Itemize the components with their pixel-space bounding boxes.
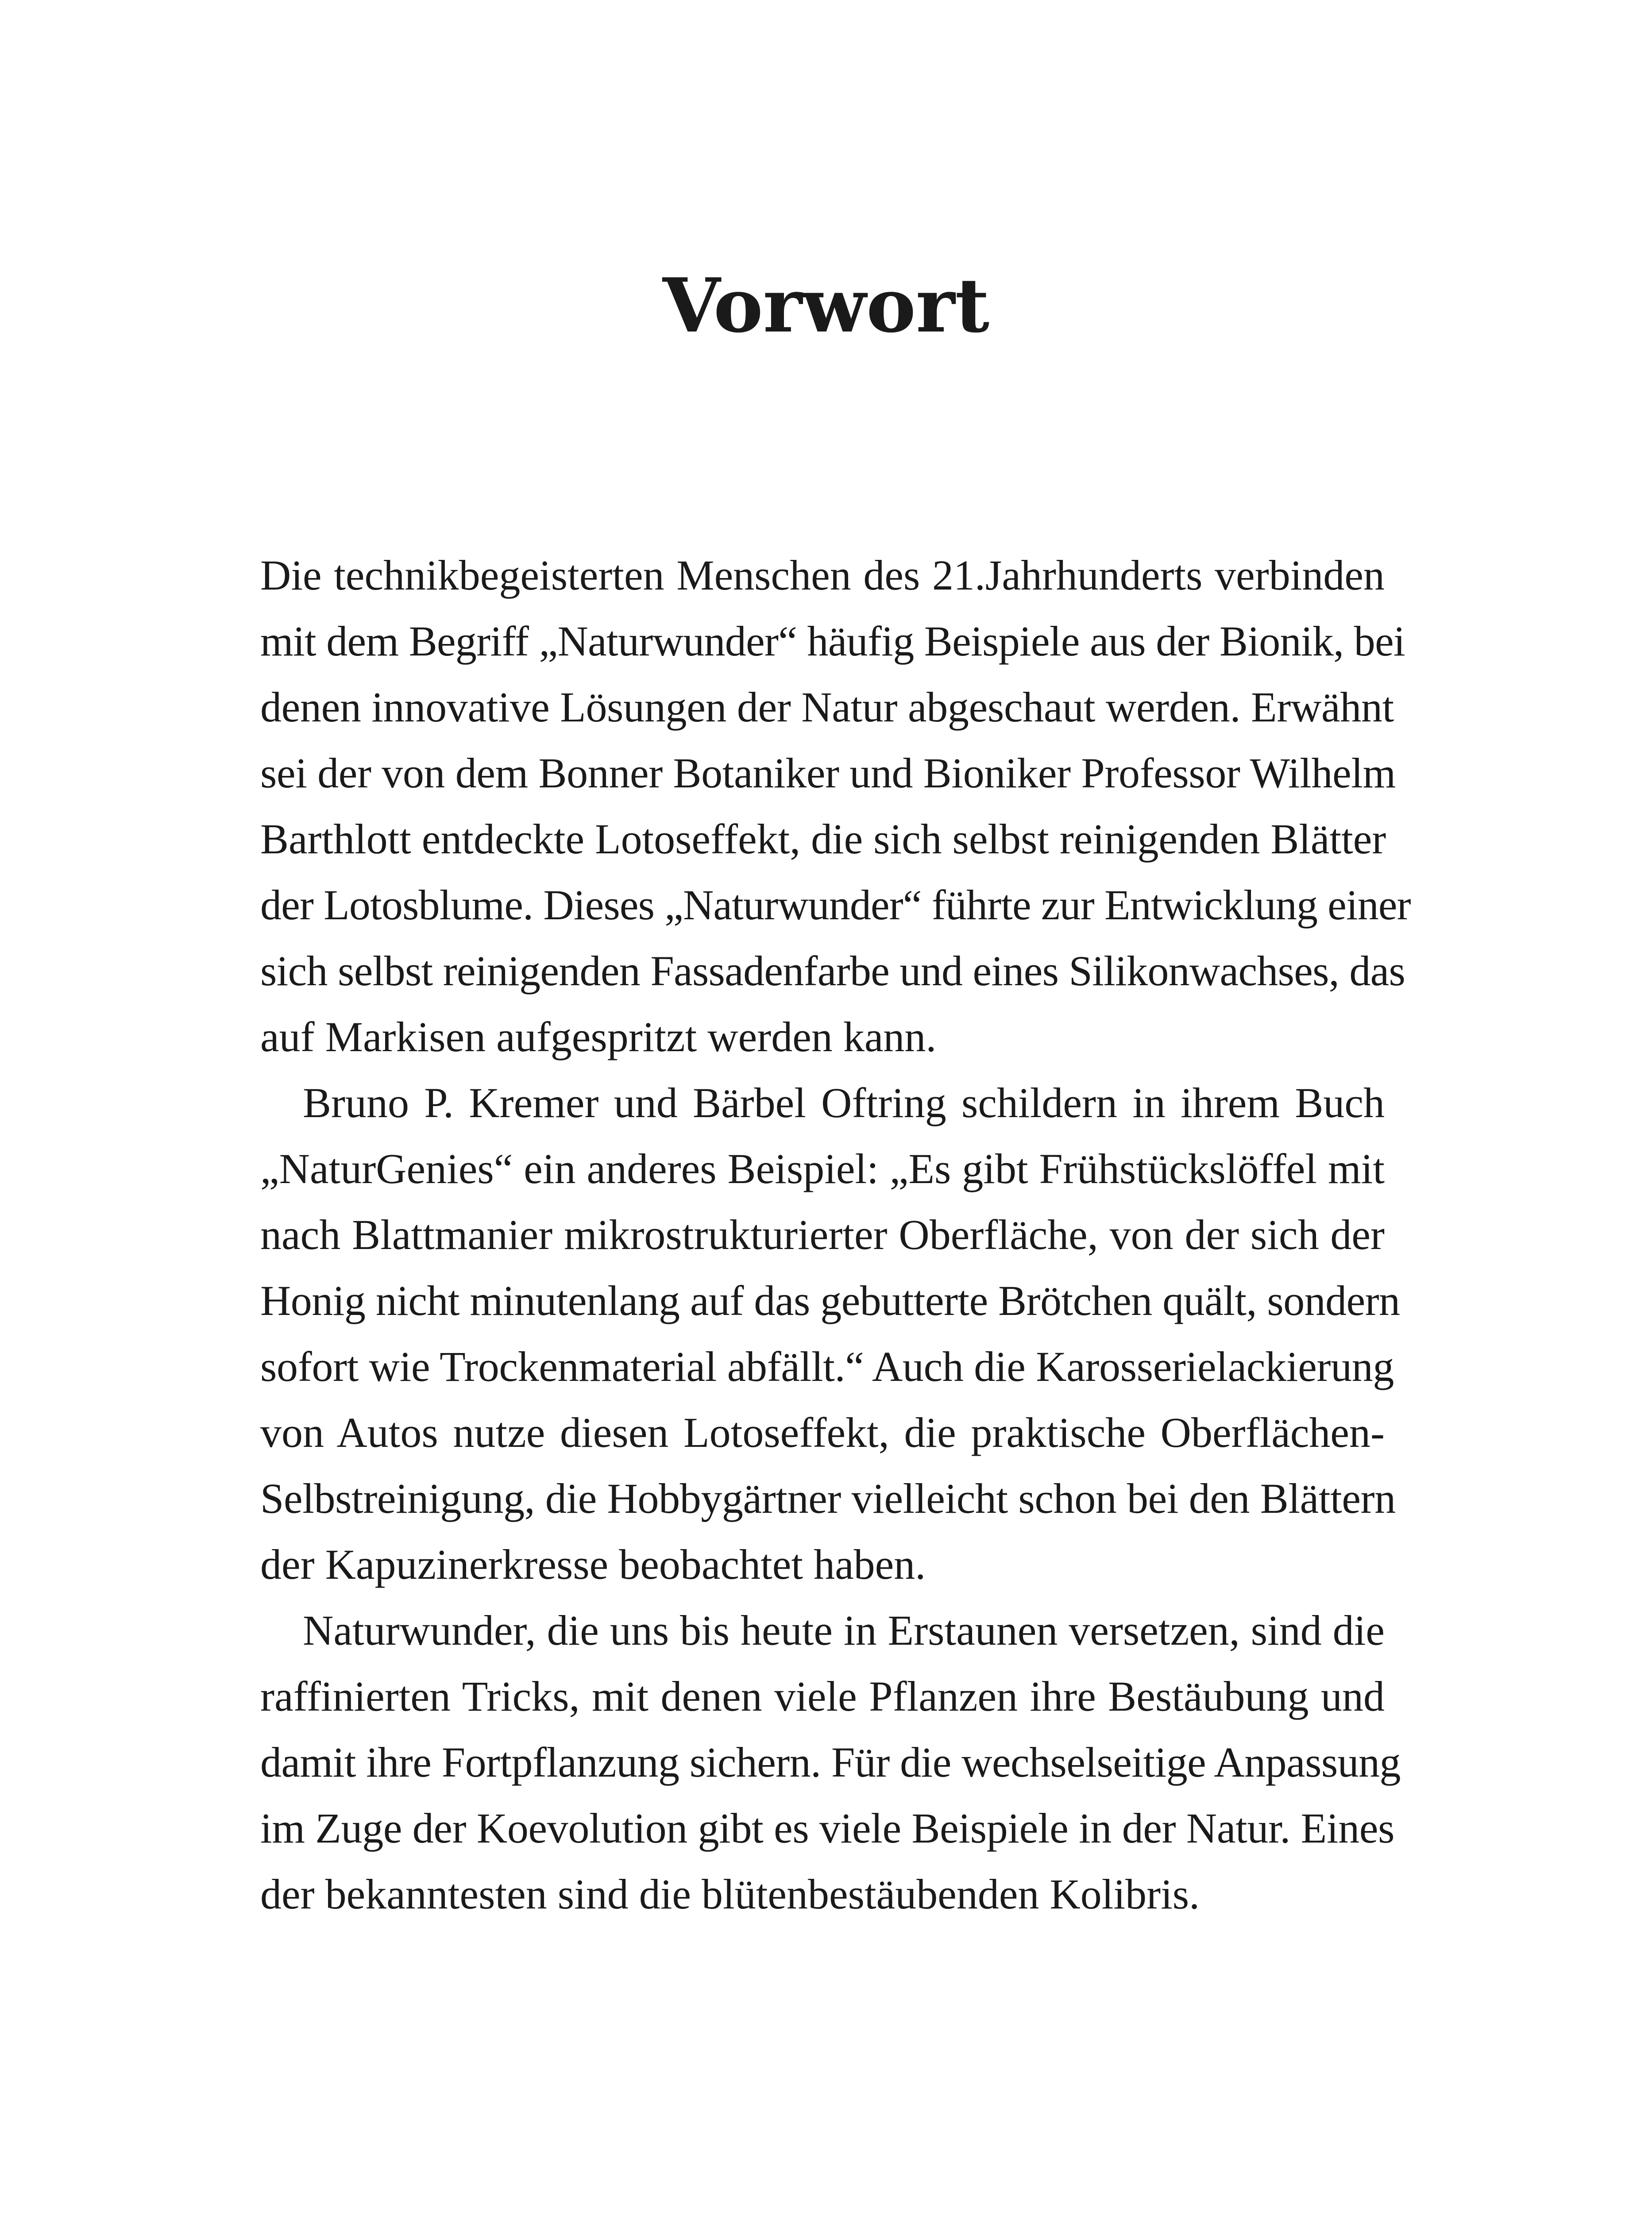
text-line: damit ihre Fortpflanzung sichern. Für die wechselseitige Anpassung: [260, 1739, 1401, 1786]
text-line: denen innovative Lösungen der Natur abgeschaut werden. Erwähnt: [260, 683, 1394, 731]
text-line: der Kapuzinerkresse beobachtet haben.: [260, 1541, 926, 1588]
text-line: Barthlott entdeckte Lotoseffekt, die sich selbst reinigenden Blätter: [260, 815, 1386, 863]
text-line: von Autos nutze diesen Lotoseffekt, die praktische Oberflächen-: [260, 1409, 1385, 1456]
text-line: der bekanntesten sind die blütenbestäubenden Kolibris.: [260, 1870, 1200, 1918]
text-line: mit dem Begriff „Naturwunder“ häufig Beispiele aus der Bionik, bei: [260, 617, 1405, 665]
page-title: Vorwort: [662, 262, 990, 349]
paragraph-2: [260, 1070, 1400, 1597]
text-line: Bruno P. Kremer und Bärbel Oftring schildern in ihrem Buch: [303, 1079, 1385, 1126]
text-line: Selbstreinigung, die Hobbygärtner vielleicht schon bei den Blättern: [260, 1475, 1396, 1522]
text-line: „NaturGenies“ ein anderes Beispiel: „Es gibt Frühstückslöffel mit: [260, 1145, 1385, 1192]
text-line: Naturwunder, die uns bis heute in Erstaunen versetzen, sind die: [303, 1607, 1385, 1654]
text-line: im Zuge der Koevolution gibt es viele Beispiele in der Natur. Eines: [260, 1804, 1395, 1852]
text-line: Die technikbegeisterten Menschen des 21.Jahrhunderts verbinden: [260, 551, 1385, 599]
text-line: raffinierten Tricks, mit denen viele Pflanzen ihre Bestäubung und: [260, 1673, 1385, 1720]
paragraph-1: [260, 542, 1411, 1070]
text-line: nach Blattmanier mikrostrukturierter Oberfläche, von der sich der: [260, 1211, 1385, 1258]
text-line: sofort wie Trockenmaterial abfällt.“ Auch die Karosserielackierung: [260, 1343, 1394, 1390]
body-text: [260, 542, 1411, 1927]
text-line: auf Markisen aufgespritzt werden kann.: [260, 1013, 937, 1060]
text-line: Honig nicht minutenlang auf das gebutterte Brötchen quält, sondern: [260, 1277, 1400, 1324]
paragraph-3: [260, 1597, 1401, 1927]
text-line: der Lotosblume. Dieses „Naturwunder“ führte zur Entwicklung einer: [260, 881, 1411, 929]
text-line: sei der von dem Bonner Botaniker und Bioniker Professor Wilhelm: [260, 749, 1396, 797]
text-line: sich selbst reinigenden Fassadenfarbe und eines Silikonwachses, das: [260, 947, 1405, 995]
